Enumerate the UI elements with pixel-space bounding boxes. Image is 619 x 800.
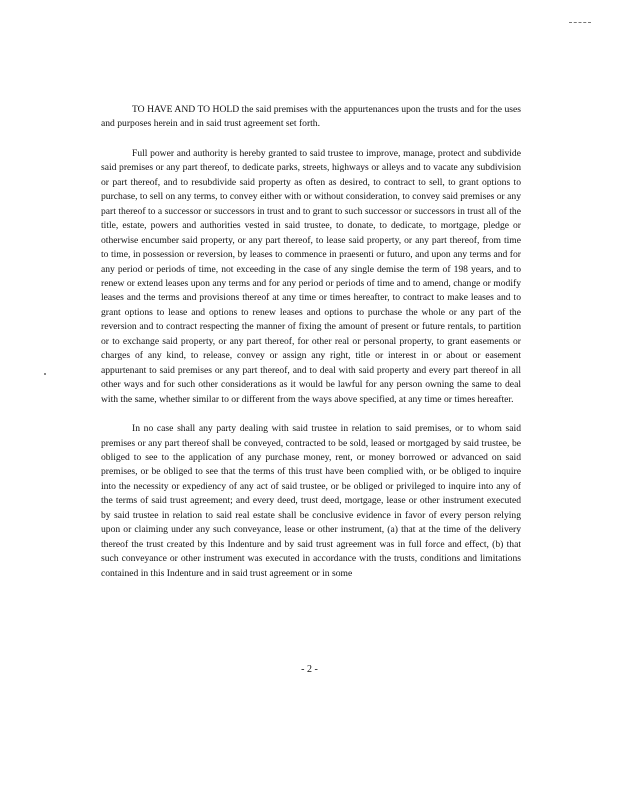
scan-artifact-mark <box>569 22 591 25</box>
page-number: - 2 - <box>301 664 318 675</box>
deed-body-text <box>101 103 521 596</box>
paragraph-third-party-protection: In no case shall any party dealing with said trustee in relation to said premises, or to whom said premises or any part thereof shall be conveyed, contracted to be sold, leased or mortgaged by said trustee, be obliged to see to the application of any purchase money, rent, or money borrowed or advanced on said premises, or be obliged to see that the terms of this trust have been complied with, or be obliged to inquire into the necessity or expediency of any act of said trustee, or be obliged or privileged to inquire into any of the terms of said trust agreement; and every deed, trust deed, mortgage, lease or other instrument executed by said trustee in relation to said real estate shall be conclusive evidence in favor of every person relying upon or claiming under any such conveyance, lease or other instrument, (a) that at the time of the delivery thereof the trust created by this Indenture and by said trust agreement was in full force and effect, (b) that such conveyance or other instrument was executed in accordance with the trusts, conditions and limitations contained in this Indenture and in said trust agreement or in some <box>101 423 521 579</box>
scan-artifact-dot <box>44 373 46 375</box>
paragraph-habendum: TO HAVE AND TO HOLD the said premises with the appurtenances upon the trusts and for the uses and purposes herein and in said trust agreement set forth. <box>101 104 521 130</box>
paragraph-trustee-powers: Full power and authority is hereby granted to said trustee to improve, manage, protect and subdivide said premises or any part thereof, to dedicate parks, streets, highways or alleys and to vacate any subdivision or part thereof, and to resubdivide said property as often as desired, to contract to sell, to grant options to purchase, to sell on any terms, to convey either with or without consideration, to convey said premises or any part thereof to a successor or successors in trust and to grant to such successor or successors in trust all of the title, estate, powers and authorities vested in said trustee, to donate, to dedicate, to mortgage, pledge or otherwise encumber said property, or any part thereof, to lease said property, or any part thereof, from time to time, in possession or reversion, by leases to commence in praesenti or futuro, and upon any terms and for any period or periods of time, not exceeding in the case of any single demise the term of 198 years, and to renew or extend leases upon any terms and for any period or periods of time and to amend, change or modify leases and the terms and provisions thereof at any time or times hereafter, to contract to make leases and to grant options to lease and options to renew leases and options to purchase the whole or any part of the reversion and to contract respecting the manner of fixing the amount of present or future rentals, to partition or to exchange said property, or any part thereof, for other real or personal property, to grant easements or charges of any kind, to release, convey or assign any right, title or interest in or about or easement appurtenant to said premises or any part thereof, and to deal with said property and every part thereof in all other ways and for such other considerations as it would be lawful for any person owning the same to deal with the same, whether similar to or different from the ways above specified, at any time or times hereafter. <box>101 147 521 405</box>
